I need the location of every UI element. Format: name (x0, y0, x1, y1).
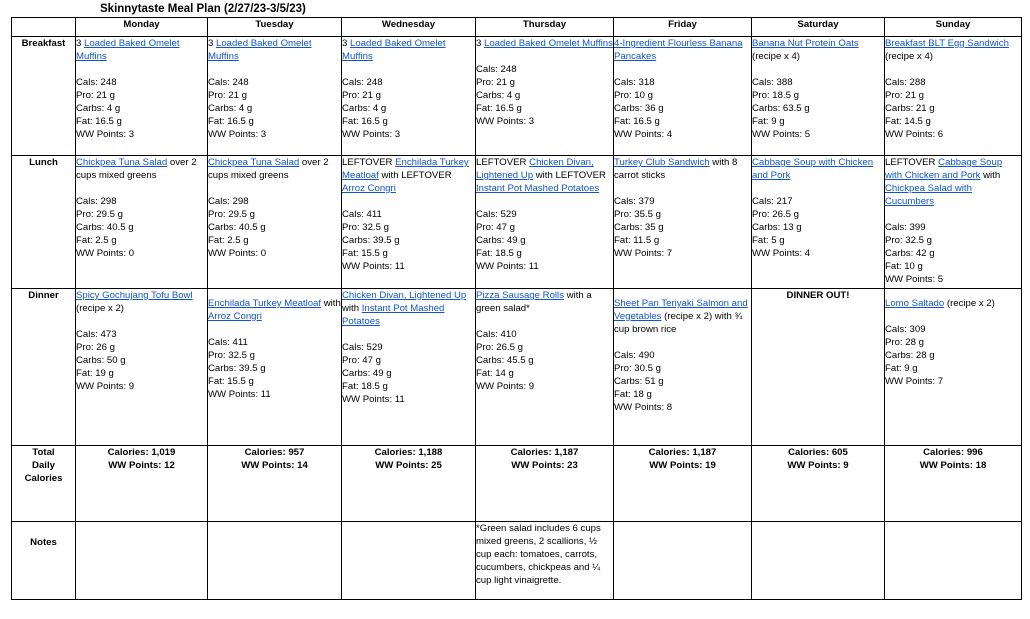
spacer (208, 182, 341, 195)
spacer (208, 63, 341, 76)
meal-description (76, 289, 207, 315)
nutrition-line: Cals: 411 (342, 209, 382, 220)
nutrition-line: WW Points: 11 (208, 389, 271, 400)
total-ww-points: WW Points: 14 (241, 460, 308, 471)
meal-cell (342, 289, 476, 446)
nutrition-line: Fat: 16.5 g (476, 103, 522, 114)
recipe-link[interactable]: Chickpea Tuna Salad (76, 157, 168, 168)
nutrition-line: Carbs: 4 g (76, 103, 121, 114)
total-ww-points: WW Points: 18 (919, 460, 987, 471)
recipe-link[interactable]: Loaded Baked Omelet Muffins (342, 38, 446, 62)
meal-description (614, 297, 751, 336)
nutrition-line: Carbs: 50 g (76, 355, 126, 366)
nutrition-line: Fat: 18.5 g (342, 381, 388, 392)
notes-cell-friday (614, 522, 752, 600)
meal-cell (476, 156, 614, 289)
row-label-dinner: Dinner (12, 289, 76, 446)
nutrition-line: WW Points: 6 (885, 129, 944, 140)
nutrition-line: Pro: 29.5 g (208, 209, 255, 220)
meal-cell (752, 37, 885, 156)
recipe-link[interactable]: Instant Pot Mashed Potatoes (342, 303, 445, 327)
total-ww-points: WW Points: 25 (375, 460, 442, 471)
recipe-link[interactable]: Banana Nut Protein Oats (752, 38, 859, 49)
nutrition-line: Pro: 21 g (342, 90, 381, 101)
recipe-link[interactable]: Loaded Baked Omelet Muffins (484, 38, 613, 49)
nutrition-line: WW Points: 9 (76, 381, 135, 392)
page-title: Skinnytaste Meal Plan (2/27/23-3/5/23) (100, 3, 306, 15)
recipe-link[interactable]: Cabbage Soup with Chicken and Pork (752, 157, 874, 181)
meal-cell (614, 156, 752, 289)
nutrition-line: Carbs: 49 g (342, 368, 392, 379)
spacer (885, 208, 1021, 221)
lunch-row (12, 156, 1022, 289)
nutrition-line: WW Points: 4 (752, 248, 811, 259)
nutrition-line: Cals: 298 (76, 196, 117, 207)
meal-cell (885, 156, 1022, 289)
nutrition-line: Cals: 318 (614, 77, 655, 88)
meal-description (208, 156, 341, 182)
meal-cell (885, 37, 1022, 156)
day-header-thursday: Thursday (476, 18, 614, 37)
recipe-link[interactable]: Lomo Saltado (885, 298, 945, 309)
meal-description (342, 156, 475, 195)
nutrition-line: WW Points: 7 (614, 248, 673, 259)
nutrition-line: Fat: 2.5 g (208, 235, 249, 246)
meal-text: (recipe x 4) (885, 51, 933, 62)
total-calories: Calories: 996 (923, 447, 983, 458)
nutrition-line: Cals: 217 (752, 196, 793, 207)
notes-row (12, 522, 1022, 600)
nutrition-line: WW Points: 4 (614, 129, 673, 140)
nutrition-line: WW Points: 0 (76, 248, 135, 259)
nutrition-line: Pro: 32.5 g (342, 222, 389, 233)
meal-text: LEFTOVER (476, 157, 530, 168)
meal-description (885, 297, 1021, 310)
nutrition-line: WW Points: 5 (885, 274, 944, 285)
nutrition-line: Pro: 47 g (476, 222, 515, 233)
total-calories: Calories: 1,019 (107, 447, 176, 458)
nutrition-line: Pro: 28 g (885, 337, 924, 348)
meal-text: over 2 cups mixed greens (76, 157, 197, 181)
nutrition-line: Fat: 18 g (614, 389, 652, 400)
meal-description (76, 37, 207, 63)
meal-text: with 8 carrot sticks (614, 157, 738, 181)
meal-description (614, 37, 751, 63)
nutrition-line: Fat: 19 g (76, 368, 114, 379)
spacer (752, 182, 884, 195)
total-calories: Calories: 1,187 (648, 447, 717, 458)
total-cell-tuesday (208, 446, 342, 522)
nutrition-line: Cals: 248 (476, 64, 517, 75)
total-cell-monday (76, 446, 208, 522)
meal-description (476, 289, 613, 315)
nutrition-line: Cals: 490 (614, 350, 655, 361)
meal-text: with LEFTOVER (378, 170, 452, 181)
spacer (614, 63, 751, 76)
meal-description (752, 156, 884, 182)
meal-cell (342, 156, 476, 289)
day-header-wednesday: Wednesday (342, 18, 476, 37)
recipe-link[interactable]: Arroz Congri (342, 183, 396, 194)
meal-cell (76, 289, 208, 446)
meal-text: with a green salad* (476, 290, 592, 314)
recipe-link[interactable]: Chicken Divan, Lightened Up (342, 290, 467, 301)
recipe-link[interactable]: Cabbage Soup with Chicken and Pork (885, 157, 1003, 181)
nutrition-line: Cals: 529 (342, 342, 383, 353)
total-calories: Calories: 957 (244, 447, 305, 458)
nutrition-line: Fat: 5 g (752, 235, 785, 246)
nutrition-line: Carbs: 45.5 g (476, 355, 534, 366)
row-label-notes: Notes (12, 522, 76, 600)
nutrition-line: Carbs: 4 g (476, 90, 521, 101)
recipe-link[interactable]: Loaded Baked Omelet Muffins (208, 38, 312, 62)
meal-cell (208, 37, 342, 156)
nutrition-line: Pro: 30.5 g (614, 363, 661, 374)
meal-text: (recipe x 2) with ¾ cup brown rice (614, 311, 743, 335)
total-cell-wednesday (342, 446, 476, 522)
row-label-lunch: Lunch (12, 156, 76, 289)
nutrition-line: Cals: 248 (342, 77, 383, 88)
recipe-link[interactable]: Spicy Gochujang Tofu Bowl (76, 290, 193, 301)
meal-description (885, 37, 1021, 63)
spacer (614, 182, 751, 195)
spacer (885, 63, 1021, 76)
meal-text: (recipe x 4) (752, 51, 800, 62)
nutrition-line: Cals: 529 (476, 209, 517, 220)
recipe-link[interactable]: Arroz Congri (208, 311, 262, 322)
meal-description (614, 156, 751, 182)
nutrition-line: Carbs: 28 g (885, 350, 935, 361)
meal-text: 3 (342, 38, 351, 49)
row-label-breakfast: Breakfast (12, 37, 76, 156)
total-calories: Calories: 1,188 (374, 447, 443, 458)
nutrition-line: Fat: 18.5 g (476, 248, 522, 259)
nutrition-line: Carbs: 42 g (885, 248, 935, 259)
nutrition-line: WW Points: 0 (208, 248, 267, 259)
nutrition-line: WW Points: 11 (476, 261, 539, 272)
notes-cell-tuesday (208, 522, 342, 600)
meal-text: LEFTOVER (342, 157, 396, 168)
nutrition-line: Fat: 16.5 g (208, 116, 254, 127)
nutrition-line: WW Points: 8 (614, 402, 673, 413)
recipe-link[interactable]: Turkey Club Sandwich (614, 157, 710, 168)
nutrition-line: Cals: 309 (885, 324, 926, 335)
nutrition-line: Cals: 388 (752, 77, 793, 88)
nutrition-line: Cals: 399 (885, 222, 926, 233)
meal-description (76, 156, 207, 182)
nutrition-line: Cals: 379 (614, 196, 655, 207)
recipe-link[interactable]: Chickpea Tuna Salad (208, 157, 300, 168)
total-ww-points: WW Points: 12 (108, 460, 175, 471)
recipe-link[interactable]: Chickpea Salad with Cucumbers (885, 183, 972, 207)
nutrition-line: Pro: 26 g (76, 342, 115, 353)
nutrition-line: Fat: 16.5 g (342, 116, 388, 127)
nutrition-line: WW Points: 7 (885, 376, 944, 387)
meal-cell (208, 156, 342, 289)
meal-description (476, 37, 613, 50)
notes-cell-saturday (752, 522, 885, 600)
nutrition-line: WW Points: 3 (476, 116, 535, 127)
nutrition-line: Pro: 21 g (76, 90, 115, 101)
total-ww-points: WW Points: 19 (649, 460, 716, 471)
row-label-totals (12, 446, 76, 522)
meal-description (342, 289, 475, 328)
nutrition-line: Pro: 26.5 g (752, 209, 799, 220)
total-cell-thursday (476, 446, 614, 522)
meal-text: 3 (476, 38, 485, 49)
nutrition-line: Pro: 47 g (342, 355, 381, 366)
nutrition-line: WW Points: 5 (752, 129, 811, 140)
corner-cell (12, 18, 76, 37)
nutrition-line: Cals: 473 (76, 329, 117, 340)
meal-description (208, 297, 341, 323)
meal-cell (476, 289, 614, 446)
nutrition-line: Pro: 21 g (476, 77, 515, 88)
spacer (342, 328, 475, 341)
nutrition-line: Pro: 32.5 g (885, 235, 932, 246)
spacer (342, 195, 475, 208)
meal-description (752, 37, 884, 63)
total-cell-saturday (752, 446, 885, 522)
total-cell-sunday (885, 446, 1022, 522)
header-row (12, 18, 1022, 37)
nutrition-line: Carbs: 49 g (476, 235, 526, 246)
meal-cell (76, 156, 208, 289)
nutrition-line: WW Points: 11 (342, 261, 405, 272)
meal-cell (614, 37, 752, 156)
recipe-link[interactable]: Sheet Pan Teriyaki Salmon and Vegetables (614, 298, 748, 322)
nutrition-line: Pro: 26.5 g (476, 342, 523, 353)
meal-text: with LEFTOVER (533, 170, 606, 181)
total-cell-friday (614, 446, 752, 522)
nutrition-line: Fat: 16.5 g (76, 116, 122, 127)
nutrition-line: WW Points: 11 (342, 394, 405, 405)
spacer (76, 315, 207, 328)
meal-description (208, 37, 341, 63)
nutrition-line: Carbs: 39.5 g (208, 363, 266, 374)
meal-text: with (342, 303, 362, 314)
spacer (476, 315, 613, 328)
nutrition-line: Fat: 9 g (752, 116, 785, 127)
breakfast-row (12, 37, 1022, 156)
recipe-link[interactable]: Enchilada Turkey Meatloaf (342, 157, 469, 181)
meal-text: 3 (76, 38, 85, 49)
nutrition-line: WW Points: 3 (76, 129, 135, 140)
totals-label-line: Daily (32, 460, 55, 471)
meal-text: (recipe x 2) (76, 303, 124, 314)
nutrition-line: Pro: 35.5 g (614, 209, 661, 220)
dinner-out-cell: DINNER OUT! (752, 289, 885, 446)
day-header-friday: Friday (614, 18, 752, 37)
nutrition-line: Pro: 29.5 g (76, 209, 123, 220)
day-header-tuesday: Tuesday (208, 18, 342, 37)
spacer (476, 50, 613, 63)
nutrition-line: Fat: 15.5 g (208, 376, 254, 387)
nutrition-line: Pro: 18.5 g (752, 90, 799, 101)
meal-cell (614, 289, 752, 446)
meal-description (885, 156, 1021, 208)
nutrition-line: Cals: 298 (208, 196, 249, 207)
notes-cell-monday (76, 522, 208, 600)
day-header-monday: Monday (76, 18, 208, 37)
nutrition-line: Fat: 11.5 g (614, 235, 660, 246)
meal-text: with (980, 170, 1001, 181)
day-header-sunday: Sunday (885, 18, 1022, 37)
meal-text: with (321, 298, 341, 309)
nutrition-line: Cals: 248 (208, 77, 249, 88)
spacer (76, 182, 207, 195)
meal-description (342, 37, 475, 63)
recipe-link[interactable]: Chicken Divan, Lightened Up (476, 157, 594, 181)
nutrition-line: Carbs: 13 g (752, 222, 802, 233)
recipe-link[interactable]: Breakfast BLT Egg Sandwich (885, 38, 1009, 49)
day-header-saturday: Saturday (752, 18, 885, 37)
nutrition-line: Carbs: 4 g (208, 103, 253, 114)
total-calories: Calories: 605 (788, 447, 848, 458)
recipe-link[interactable]: Loaded Baked Omelet Muffins (76, 38, 180, 62)
nutrition-line: Carbs: 36 g (614, 103, 664, 114)
spacer (76, 63, 207, 76)
meal-text: (recipe x 2) (944, 298, 995, 309)
nutrition-line: Carbs: 4 g (342, 103, 387, 114)
nutrition-line: Fat: 14 g (476, 368, 514, 379)
notes-cell-sunday (885, 522, 1022, 600)
spacer (614, 336, 751, 349)
total-ww-points: WW Points: 23 (511, 460, 578, 471)
totals-row (12, 446, 1022, 522)
meal-description (476, 156, 613, 195)
meal-cell (476, 37, 614, 156)
meal-cell (342, 37, 476, 156)
nutrition-line: WW Points: 3 (208, 129, 267, 140)
totals-label-line: Total (32, 447, 55, 458)
nutrition-line: Cals: 410 (476, 329, 517, 340)
nutrition-line: WW Points: 3 (342, 129, 401, 140)
spacer (885, 310, 1021, 323)
spacer (476, 195, 613, 208)
nutrition-line: Fat: 16.5 g (614, 116, 660, 127)
spacer (342, 63, 475, 76)
notes-cell-thursday: *Green salad includes 6 cups mixed greens, 2 scallions, ½ cup each: tomatoes, carrots, cucumbers, chickpeas and ¼ cup light vinaigrette. (476, 522, 614, 600)
notes-cell-wednesday (342, 522, 476, 600)
meal-cell (208, 289, 342, 446)
nutrition-line: Pro: 32.5 g (208, 350, 255, 361)
nutrition-line: Fat: 10 g (885, 261, 923, 272)
nutrition-line: Cals: 411 (208, 337, 248, 348)
meal-text: LEFTOVER (885, 157, 939, 168)
nutrition-line: Fat: 14.5 g (885, 116, 931, 127)
totals-label-line: Calories (24, 473, 63, 484)
nutrition-line: Fat: 15.5 g (342, 248, 388, 259)
nutrition-line: Pro: 10 g (614, 90, 653, 101)
nutrition-line: Carbs: 40.5 g (76, 222, 134, 233)
spacer (208, 323, 341, 336)
meal-cell (76, 37, 208, 156)
nutrition-line: Cals: 288 (885, 77, 926, 88)
nutrition-line: Pro: 21 g (208, 90, 247, 101)
meal-text: over 2 cups mixed greens (208, 157, 329, 181)
dinner-row (12, 289, 1022, 446)
nutrition-line: Carbs: 35 g (614, 222, 664, 233)
nutrition-line: Fat: 9 g (885, 363, 918, 374)
total-calories: Calories: 1,187 (510, 447, 579, 458)
meal-cell (752, 156, 885, 289)
recipe-link[interactable]: Pizza Sausage Rolls (476, 290, 564, 301)
meal-plan-table (11, 17, 1022, 600)
recipe-link[interactable]: Instant Pot Mashed Potatoes (476, 183, 600, 194)
nutrition-line: Carbs: 21 g (885, 103, 935, 114)
meal-cell (885, 289, 1022, 446)
nutrition-line: Carbs: 51 g (614, 376, 664, 387)
nutrition-line: Pro: 21 g (885, 90, 924, 101)
recipe-link[interactable]: Enchilada Turkey Meatloaf (208, 298, 322, 309)
recipe-link[interactable]: 4-Ingredient Flourless Banana Pancakes (614, 38, 743, 62)
nutrition-line: Carbs: 39.5 g (342, 235, 400, 246)
nutrition-line: Cals: 248 (76, 77, 117, 88)
total-ww-points: WW Points: 9 (787, 460, 849, 471)
spacer (752, 63, 884, 76)
meal-text: 3 (208, 38, 217, 49)
nutrition-line: Fat: 2.5 g (76, 235, 117, 246)
nutrition-line: Carbs: 63.5 g (752, 103, 810, 114)
nutrition-line: WW Points: 9 (476, 381, 535, 392)
nutrition-line: Carbs: 40.5 g (208, 222, 266, 233)
